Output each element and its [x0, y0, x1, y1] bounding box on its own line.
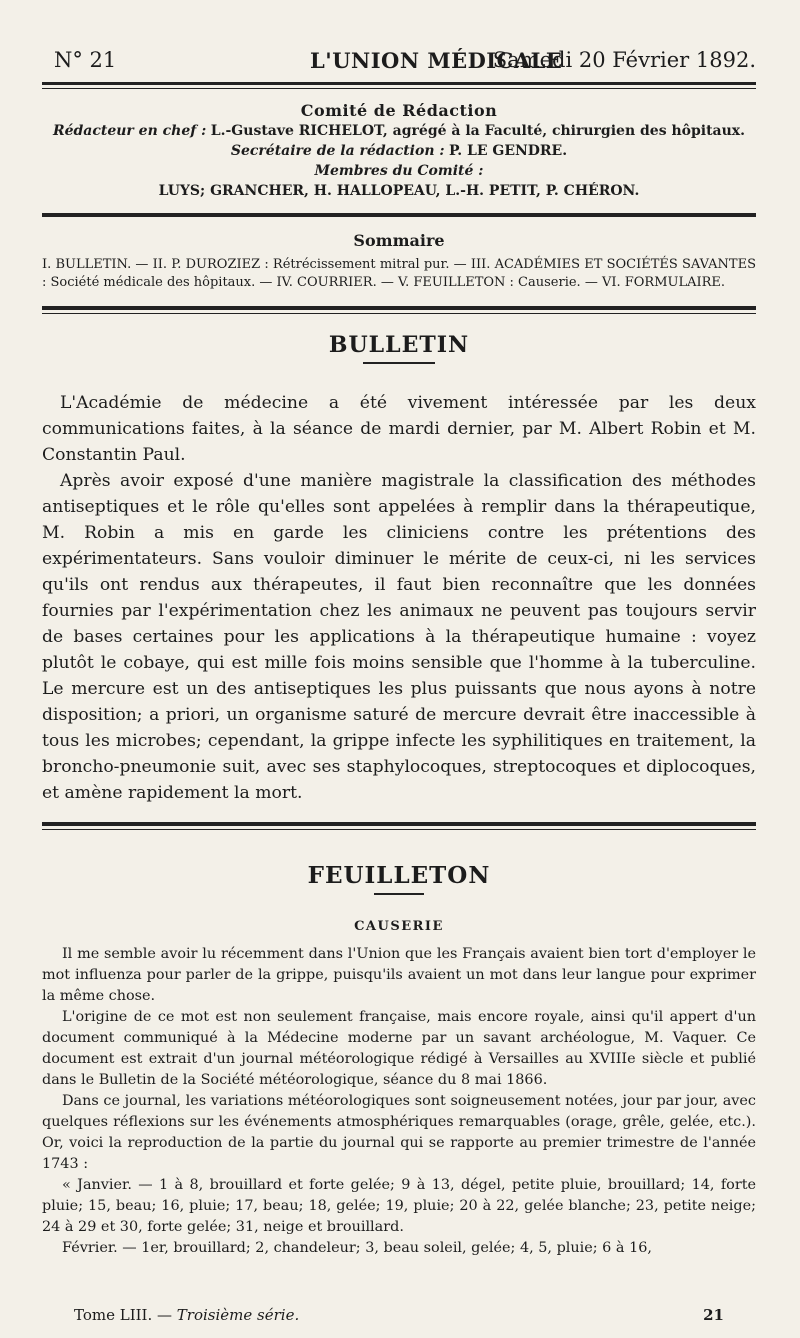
committee-rule	[42, 213, 756, 217]
causerie-title: CAUSERIE	[354, 919, 444, 934]
secretary-name: P. LE GENDRE.	[449, 143, 568, 159]
feuilleton-paragraph: Il me semble avoir lu récemment dans l'Union que les Français avaient bien tort d'employer le mot influenza pour parler de la grippe, puisqu'ils avaient un mot dans leur langue pour exprimer la même chose.	[42, 946, 756, 1004]
bulletin-rule	[42, 822, 756, 830]
members-names: LUYS; GRANCHER, H. HALLOPEAU, L.-H. PETIT, P. CHÉRON.	[158, 183, 640, 199]
feuilleton-title: FEUILLETON	[307, 862, 491, 889]
issue-number: N° 21	[54, 48, 117, 72]
secretary-line	[42, 141, 756, 161]
bulletin-article	[42, 390, 756, 806]
series-label: Troisième série.	[176, 1306, 300, 1324]
committee-title: Comité de Rédaction	[300, 101, 498, 120]
feuilleton-paragraph: Février. — 1er, brouillard; 2, chandeleur; 3, beau soleil, gelée; 4, 5, pluie; 6 à 16,	[62, 1240, 652, 1256]
feuilleton-title-underline	[374, 893, 424, 895]
editorial-committee	[42, 101, 756, 201]
secretary-label: Secrétaire de la rédaction :	[230, 143, 445, 159]
editor-line	[42, 121, 756, 141]
editor-label: Rédacteur en chef :	[52, 123, 207, 139]
sommaire-title: Sommaire	[353, 231, 445, 250]
members-label: Membres du Comité :	[314, 163, 484, 179]
header-rule	[42, 82, 756, 89]
running-head	[42, 42, 756, 82]
volume-info	[74, 1306, 299, 1324]
editor-name: L.-Gustave RICHELOT, agrégé à la Faculté, chirurgien des hôpitaux.	[210, 123, 746, 139]
bulletin-paragraph: Après avoir exposé d'une manière magistrale la classification des méthodes antiseptiques et le rôle qu'elles sont appelées à remplir dans la thérapeutique, M. Robin a mis en garde les cliniciens contre les prétentions des expérimentateurs. Sans vouloir diminuer le mérite de ceux-ci, ni les services qu'ils ont rendus aux thérapeutes, il faut bien reconnaître que les données fournies par l'expérimentation chez les animaux ne peuvent pas toujours servir de bases certaines pour les applications à la thérapeutique humaine : voyez plutôt le cobaye, qui est mille fois moins sensible que l'homme à la tuberculine. Le mercure est un des antiseptiques les plus puissants que nous ayons à notre disposition; a priori, un organisme saturé de mercure devrait être inaccessible à tous les microbes; cependant, la grippe infecte les syphilitiques en traitement, la broncho-pneumonie suit, avec ses staphylocoques, streptocoques et diplocoques, et amène rapidement la mort.	[42, 471, 756, 803]
page-number: 21	[703, 1306, 724, 1324]
sommaire-rule	[42, 306, 756, 314]
bulletin-title-underline	[363, 362, 435, 364]
bulletin-paragraph: L'Académie de médecine a été vivement intéressée par les deux communications faites, à la séance de mardi dernier, par M. Albert Robin et M. Constantin Paul.	[42, 393, 756, 465]
issue-date: Samedi 20 Février 1892.	[492, 48, 756, 72]
feuilleton-paragraph: L'origine de ce mot est non seulement française, mais encore royale, ainsi qu'il appert d'un document communiqué à la Médecine moderne par un savant archéologue, M. Vaquer. Ce document est extrait d'un journal météorologique rédigé à Versailles au XVIIIe siècle et publié dans le Bulletin de la Société météorologique, séance du 8 mai 1866.	[42, 1009, 756, 1088]
journal-title: L'UNION MÉDICALE	[310, 48, 563, 73]
sommaire-text: I. BULLETIN. — II. P. DUROZIEZ : Rétrécissement mitral pur. — III. ACADÉMIES ET SOCIÉTÉS SAVANTES : Société médicale des hôpitaux. — IV. COURRIER. — V. FEUILLETON : Causerie. — VI. FORMULAIRE.	[42, 257, 756, 290]
members-label-line	[42, 161, 756, 181]
feuilleton-paragraph: Dans ce journal, les variations météorologiques sont soigneusement notées, jour par jour, avec quelques réflexions sur les événements atmosphériques remarquables (orage, grêle, gelée, etc.). Or, voici la reproduction de la partie du journal qui se rapporte au premier trimestre de l'année 1743 :	[42, 1093, 756, 1172]
bulletin-title: BULLETIN	[328, 332, 470, 358]
volume-number: Tome LIII. —	[74, 1306, 173, 1324]
feuilleton-paragraph: « Janvier. — 1 à 8, brouillard et forte gelée; 9 à 13, dégel, petite pluie, brouillard; 14, forte pluie; 15, beau; 16, pluie; 17, beau; 18, gelée; 19, pluie; 20 à 22, gelée blanche; 23, petite neige; 24 à 29 et 30, forte gelée; 31, neige et brouillard.	[42, 1177, 756, 1235]
feuilleton-article	[42, 944, 756, 1259]
